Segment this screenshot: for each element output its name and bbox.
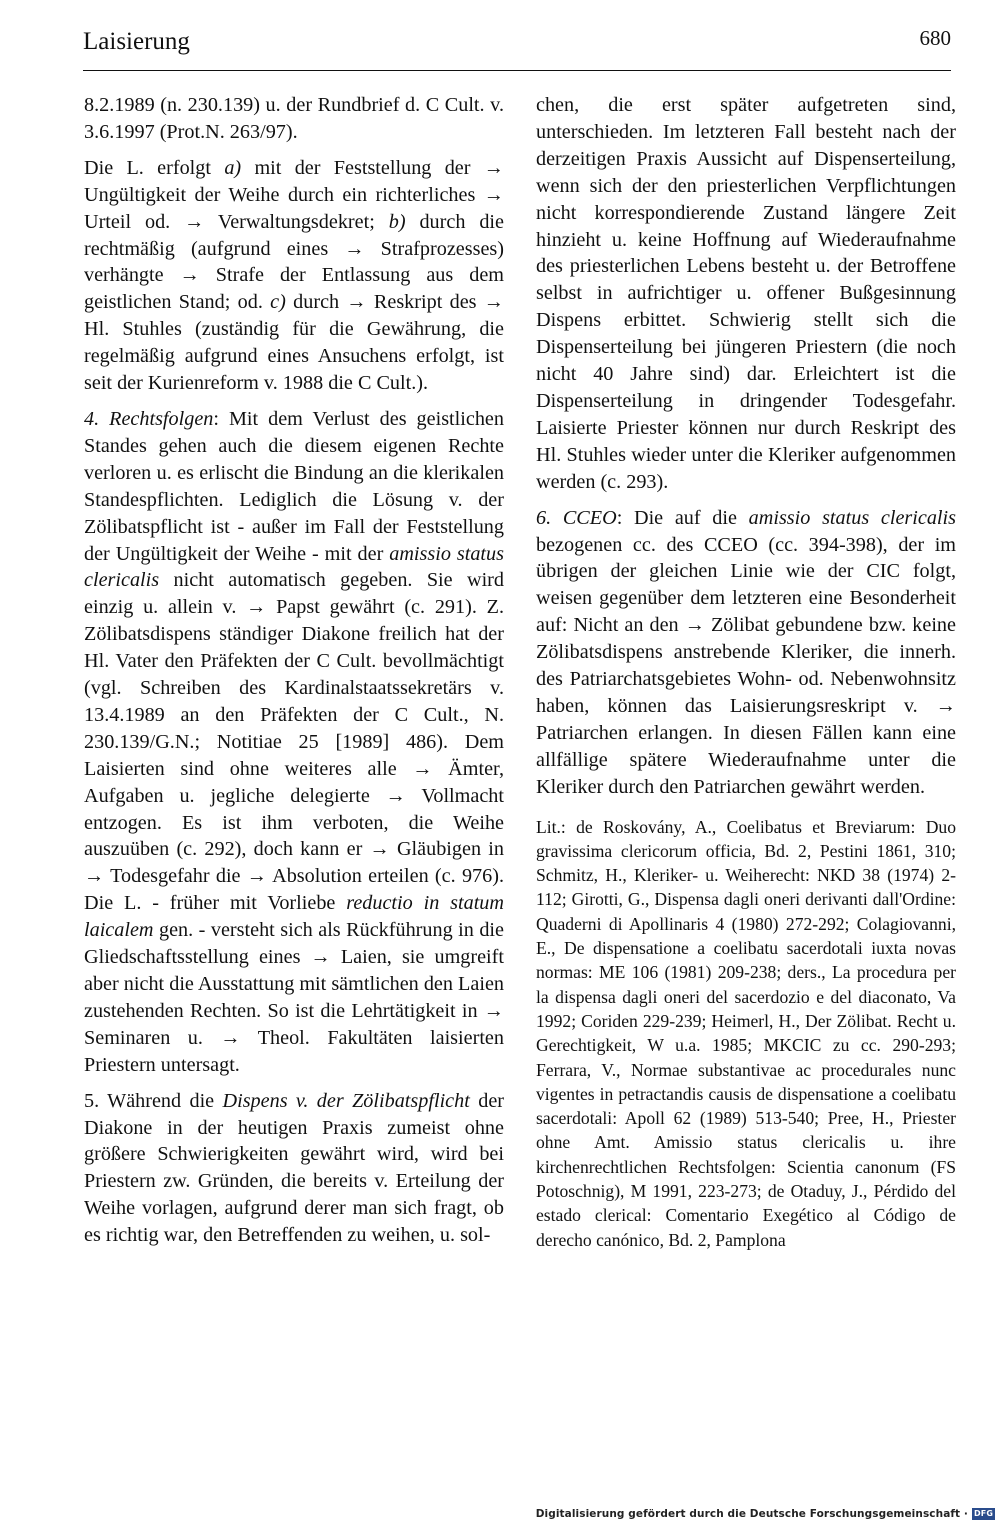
paragraph-laisierung-forms: Die L. erfolgt a) mit der Feststellung der → Ungültigkeit der Weihe durch ein richterliches → Urteil od. → Verwaltungsdekret; b) durch die rechtmäßig (aufgrund eines → Strafprozesses) verhängte → Strafe der Entlassung aus dem geistlichen Stand; od. c) durch → Reskript des → Hl. Stuhles (zuständig für die Gewährung, die regelmäßig aufgrund eines Ansuchens erfolgt, ist seit der Kurienreform v. 1988 die C Cult.). [84,156,504,395]
paragraph-dispens: 5. Während die Dispens v. der Zölibatspflicht der Diakone in der heutigen Praxis zumeist ohne größere Schwierigkeiten gewährt wird, wird bei Priestern zw. Gründen, die bereits v. Erteilung der Weihe vorlagen, aufgrund derer man sich fragt, ob es richtig war, den Betreffenden zu weihen, u. sol- [84,1089,504,1247]
paragraph-rechtsfolgen: 4. Rechtsfolgen: Mit dem Verlust des geistlichen Standes gehen auch die diesem eigenen Rechte verloren u. es erlischt die Bindung an die klerikalen Standespflichten. Lediglich die Lösung v. der Zölibatspflicht ist - außer im Fall der Feststellung der Ungültigkeit der Weihe - mit der amissio status clericalis nicht automatisch gegeben. Sie wird einzig u. allein v. → Papst gewährt (c. 291). Z. Zölibatsdispens ständiger Diakone freilich hat der Hl. Vater den Präfekten der C Cult. bevollmächtigt (vgl. Schreiben des Kardinalstaatssekretärs v. 13.4.1989 an den Präfekten der C Cult., N. 230.139/G.N.; Notitiae 25 [1989] 486). Dem Laisierten sind ohne weiteres alle → Ämter, Aufgaben u. jegliche delegierte → Vollmacht entzogen. Es ist ihm verboten, die Weihe auszuüben (c. 292), doch kann er → Gläubigen in → Todesgefahr die → Absolution erteilen (c. 976). Die L. - früher mit Vorliebe reductio in statum laicalem gen. - versteht sich als Rückführung in die Gliedschaftsstellung eines → Laien, sie umgreift aber nicht die Ausstattung mit sämtlichen den Laien zustehenden Rechten. So ist die Lehrtätigkeit in → Seminaren u. → Theol. Fakultäten laisierten Priestern untersagt. [84,407,504,1076]
dfg-logo: DFG [974,1509,993,1518]
footer-credit: Digitalisierung gefördert durch die Deutsche Forschungsgemeinschaft · [535,1508,969,1520]
right-column [536,92,956,1261]
section-heading: 4. Rechtsfolgen [84,407,214,430]
bibliography: Lit.: de Roskovány, A., Coelibatus et Breviarum: Duo gravissima clericorum officia, Bd. 2, Pestini 1861, 310; Schmitz, H., Kleriker- u. Weiherecht: NKD 38 (1974) 2-112; Girotti, G., Dispensa dagli oneri derivanti dall'Ordine: Quaderni di Apollinaris 4 (1980) 272-292; Colagiovanni, E., De dispensatione a coelibatu sacerdotali iuxta novas normas: ME 106 (1981) 209-238; ders., La procedura per la dispensa dagli oneri del sacerdozio e del diaconato, Va 1992; Coriden 229-239; Heimerl, H., Der Zölibat. Recht u. Gerechtigkeit, W u.a. 1985; MKCIC zu cc. 290-293; Ferrara, V., Normae substantivae ac procedurales nunc vigentes in petractandis causis de dispensatione a coelibatu sacerdotali: Apoll 62 (1989) 513-540; Pree, H., Priester ohne Amt. Amissio status clericalis u. ihre kirchenrechtlichen Rechtsfolgen: Scientia canonum (FS Potoschnig), M 1991, 223-273; de Otaduy, J., Pérdido del estado clerical: Comentario Exegético al Código de derecho canónico, Bd. 2, Pamplona [536,816,956,1250]
section-heading: 6. CCEO [536,506,617,529]
page-header [83,24,951,71]
running-head: Laisierung [83,28,190,55]
digitization-footer [536,1503,995,1525]
paragraph-continuation: 8.2.1989 (n. 230.139) u. der Rundbrief d. C Cult. v. 3.6.1997 (Prot.N. 263/97). [84,94,504,143]
left-column [84,92,504,1258]
page-number: 680 [919,26,951,50]
paragraph-cceo: 6. CCEO: Die auf die amissio status clericalis bezogenen cc. des CCEO (cc. 394-398), der im übrigen der gleichen Linie wie der CIC folgt, weisen gegenüber dem letzteren eine Besonderheit auf: Nicht an den → Zölibat gebundene bzw. keine Zölibatsdispens anstrebende Kleriker, die innerh. des Patriarchatsgebietes Wohn- od. Nebenwohnsitz haben, können das Laisierungsreskript v. → Patriarchen erlangen. In diesen Fällen kann eine allfällige spätere Wiederaufnahme unter die Kleriker durch den Patriarchen gewährt werden. [536,506,956,798]
paragraph-continuation: chen, die erst später aufgetreten sind, unterschieden. Im letzteren Fall besteht nach der derzeitigen Praxis Aussicht auf Dispenserteilung, wenn sich der den priesterlichen Verpflichtungen nicht korrespondierende Zustand längere Zeit hinzieht u. keine Hoffnung auf Wiederaufnahme des priesterlichen Lebens besteht u. der Betroffene selbst in aufrichtiger u. offener Bußgesinnung Dispens erbittet. Schwierig stellt sich die Dispenserteilung bei jüngeren Priestern (die noch nicht 40 Jahre sind) dar. Erleichtert ist die Dispenserteilung in dringender Todesgefahr. Laisierte Priester können nur durch Reskript des Hl. Stuhles wieder unter die Kleriker aufgenommen werden (c. 293). [536,94,956,493]
